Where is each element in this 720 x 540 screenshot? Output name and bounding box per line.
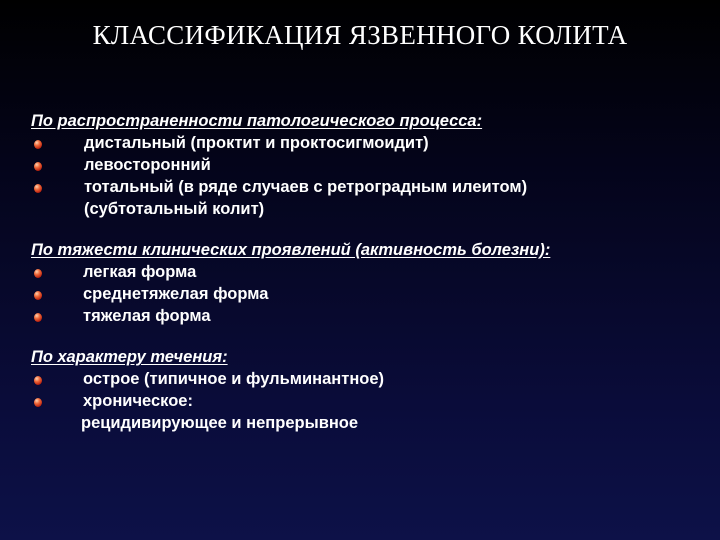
bullet-icon bbox=[34, 140, 42, 149]
list-item-text: рецидивирующее и непрерывное bbox=[81, 414, 359, 432]
list-item bbox=[31, 132, 711, 154]
bullet-icon bbox=[34, 269, 42, 278]
list-item-text: дистальный (проктит и проктосигмоидит) bbox=[84, 134, 429, 152]
bullet-icon bbox=[34, 184, 42, 193]
section-severity bbox=[31, 239, 711, 327]
bullet-icon bbox=[34, 291, 42, 300]
list-item-text: хроническое: bbox=[83, 392, 193, 410]
list-item-text: тотальный (в ряде случаев с ретроградным илеитом) bbox=[84, 178, 528, 196]
list-item-text: среднетяжелая форма bbox=[83, 285, 269, 303]
list-item bbox=[31, 283, 711, 305]
bullet-icon bbox=[34, 398, 42, 407]
list-item-text: тяжелая форма bbox=[83, 307, 211, 325]
list-item-text: острое (типичное и фульминантное) bbox=[83, 370, 385, 388]
list-item bbox=[31, 305, 711, 327]
slide-title: КЛАССИФИКАЦИЯ ЯЗВЕННОГО КОЛИТА bbox=[92, 20, 628, 50]
section-course bbox=[31, 346, 711, 434]
slide-content bbox=[31, 110, 711, 453]
list-item bbox=[31, 390, 711, 412]
bullet-icon bbox=[34, 376, 42, 385]
section-heading: По распространенности патологического процесса: bbox=[31, 112, 483, 130]
section-heading: По характеру течения: bbox=[31, 348, 228, 366]
list-item-text: легкая форма bbox=[83, 263, 197, 281]
list-item bbox=[31, 176, 711, 198]
list-item-continuation bbox=[31, 412, 711, 434]
list-item-text: (субтотальный колит) bbox=[84, 200, 265, 218]
section-extent bbox=[31, 110, 711, 220]
section-heading: По тяжести клинических проявлений (активность болезни): bbox=[31, 241, 551, 259]
list-item bbox=[31, 154, 711, 176]
bullet-icon bbox=[34, 162, 42, 171]
list-item-continuation bbox=[31, 198, 711, 220]
list-item-text: левосторонний bbox=[84, 156, 211, 174]
list-item bbox=[31, 368, 711, 390]
bullet-icon bbox=[34, 313, 42, 322]
list-item bbox=[31, 261, 711, 283]
